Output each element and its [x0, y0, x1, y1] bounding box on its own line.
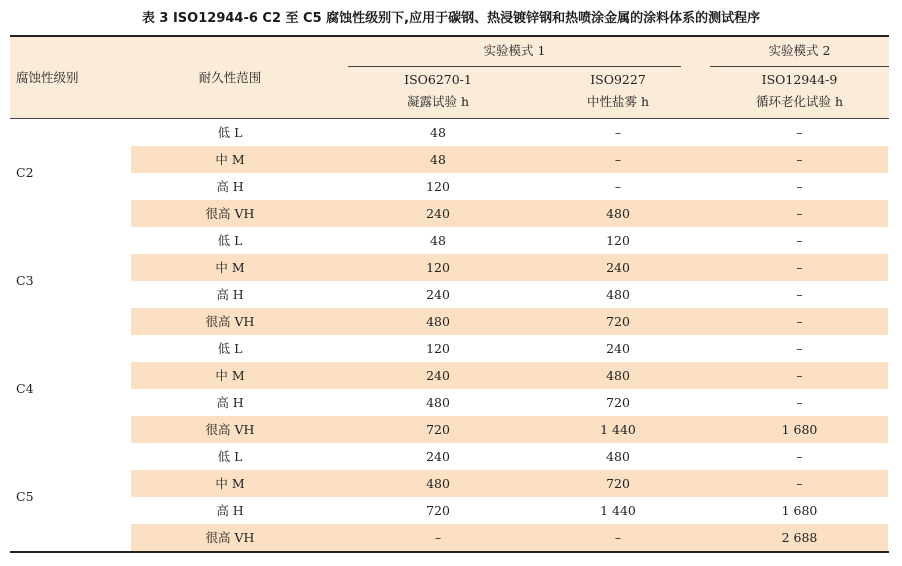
header-corrosivity-grade: 腐蚀性级别 [16, 70, 79, 85]
corrosivity-grade-label: C2 [16, 165, 34, 180]
durability-cell: 高 H [216, 287, 244, 302]
cyclic-ageing-hours-cell: – [796, 287, 803, 302]
table-row [10, 227, 889, 254]
durability-cell: 中 M [215, 368, 245, 383]
condensation-hours-cell: 120 [426, 341, 450, 356]
condensation-hours-cell: 120 [426, 179, 450, 194]
cyclic-ageing-hours-cell: – [796, 179, 803, 194]
cyclic-ageing-hours-cell: 2 688 [781, 530, 818, 545]
group1-rule [348, 66, 681, 67]
table-row [10, 281, 889, 308]
durability-cell: 低 L [217, 449, 243, 464]
header-test-mode-1: 实验模式 1 [483, 43, 546, 58]
table-row [10, 335, 889, 362]
condensation-hours-cell: – [434, 530, 442, 545]
salt-spray-hours-cell: – [614, 179, 622, 194]
durability-cell: 中 M [215, 476, 245, 491]
table-row [10, 146, 889, 173]
condensation-hours-cell: 120 [426, 260, 450, 275]
table-row [10, 362, 889, 389]
condensation-hours-cell: 720 [426, 422, 450, 437]
table-row [10, 389, 889, 416]
cyclic-ageing-hours-cell: – [796, 368, 803, 383]
cyclic-ageing-hours-cell: – [796, 233, 803, 248]
condensation-hours-cell: 240 [426, 449, 450, 464]
condensation-hours-cell: 240 [426, 287, 450, 302]
corrosivity-grade-label: C5 [16, 489, 34, 504]
table-row [10, 200, 889, 227]
cyclic-ageing-hours-cell: – [796, 395, 803, 410]
salt-spray-hours-cell: 720 [606, 395, 630, 410]
durability-cell: 高 H [216, 179, 244, 194]
condensation-hours-cell: 240 [426, 368, 450, 383]
bottom-rule [10, 551, 889, 553]
salt-spray-hours-cell: 240 [606, 260, 630, 275]
header-iso9227-standard: ISO9227 [590, 72, 646, 87]
table-row [10, 254, 889, 281]
salt-spray-hours-cell: 480 [606, 368, 630, 383]
condensation-hours-cell: 48 [430, 152, 446, 167]
condensation-hours-cell: 720 [426, 503, 450, 518]
condensation-hours-cell: 48 [430, 233, 446, 248]
condensation-hours-cell: 480 [426, 476, 450, 491]
cyclic-ageing-hours-cell: – [796, 476, 803, 491]
cyclic-ageing-hours-cell: – [796, 449, 803, 464]
durability-cell: 低 L [217, 125, 243, 140]
durability-cell: 很高 VH [205, 530, 255, 545]
salt-spray-hours-cell: 480 [606, 206, 630, 221]
cyclic-ageing-hours-cell: – [796, 341, 803, 356]
cyclic-ageing-hours-cell: – [796, 260, 803, 275]
salt-spray-hours-cell: 720 [606, 314, 630, 329]
cyclic-ageing-hours-cell: 1 680 [781, 422, 818, 437]
header-iso12944-9-standard: ISO12944-9 [761, 72, 838, 87]
table-row [10, 173, 889, 200]
salt-spray-hours-cell: – [614, 530, 622, 545]
corrosivity-grade-label: C3 [16, 273, 34, 288]
table-row [10, 119, 889, 146]
table-row [10, 497, 889, 524]
durability-cell: 低 L [217, 233, 243, 248]
header-cyclic-ageing-test: 循环老化试验 h [755, 94, 844, 109]
corrosivity-grade-label: C4 [16, 381, 34, 396]
header-neutral-salt-spray: 中性盐雾 h [586, 94, 650, 109]
durability-cell: 低 L [217, 341, 243, 356]
table-row [10, 416, 889, 443]
durability-cell: 中 M [215, 260, 245, 275]
salt-spray-hours-cell: 720 [606, 476, 630, 491]
header-test-mode-2: 实验模式 2 [768, 43, 831, 58]
table [10, 35, 889, 552]
cyclic-ageing-hours-cell: – [796, 125, 803, 140]
salt-spray-hours-cell: 1 440 [600, 503, 636, 518]
header-durability-range: 耐久性范围 [198, 70, 262, 85]
table-row [10, 308, 889, 335]
durability-cell: 中 M [215, 152, 245, 167]
durability-cell: 很高 VH [205, 206, 255, 221]
salt-spray-hours-cell: 1 440 [600, 422, 636, 437]
condensation-hours-cell: 48 [430, 125, 446, 140]
table-row [10, 443, 889, 470]
cyclic-ageing-hours-cell: – [796, 314, 803, 329]
table-row [10, 470, 889, 497]
top-rule [10, 35, 889, 37]
condensation-hours-cell: 240 [426, 206, 450, 221]
table-row [10, 524, 889, 551]
durability-cell: 很高 VH [205, 422, 255, 437]
durability-cell: 高 H [216, 395, 244, 410]
cyclic-ageing-hours-cell: – [796, 206, 803, 221]
durability-cell: 很高 VH [205, 314, 255, 329]
condensation-hours-cell: 480 [426, 395, 450, 410]
salt-spray-hours-cell: 480 [606, 287, 630, 302]
condensation-hours-cell: 480 [426, 314, 450, 329]
header-iso6270-standard: ISO6270-1 [404, 72, 472, 87]
salt-spray-hours-cell: 480 [606, 449, 630, 464]
salt-spray-hours-cell: 120 [606, 233, 630, 248]
durability-cell: 高 H [216, 503, 244, 518]
salt-spray-hours-cell: – [614, 152, 622, 167]
salt-spray-hours-cell: 240 [606, 341, 630, 356]
table-title: 表 3 ISO12944-6 C2 至 C5 腐蚀性级别下,应用于碳钢、热浸镀锌钢和热喷涂金属的涂料体系的测试程序 [141, 11, 761, 26]
cyclic-ageing-hours-cell: 1 680 [781, 503, 818, 518]
header-condensation-test: 凝露试验 h [406, 94, 470, 109]
salt-spray-hours-cell: – [614, 125, 622, 140]
cyclic-ageing-hours-cell: – [796, 152, 803, 167]
group2-rule [710, 66, 889, 67]
